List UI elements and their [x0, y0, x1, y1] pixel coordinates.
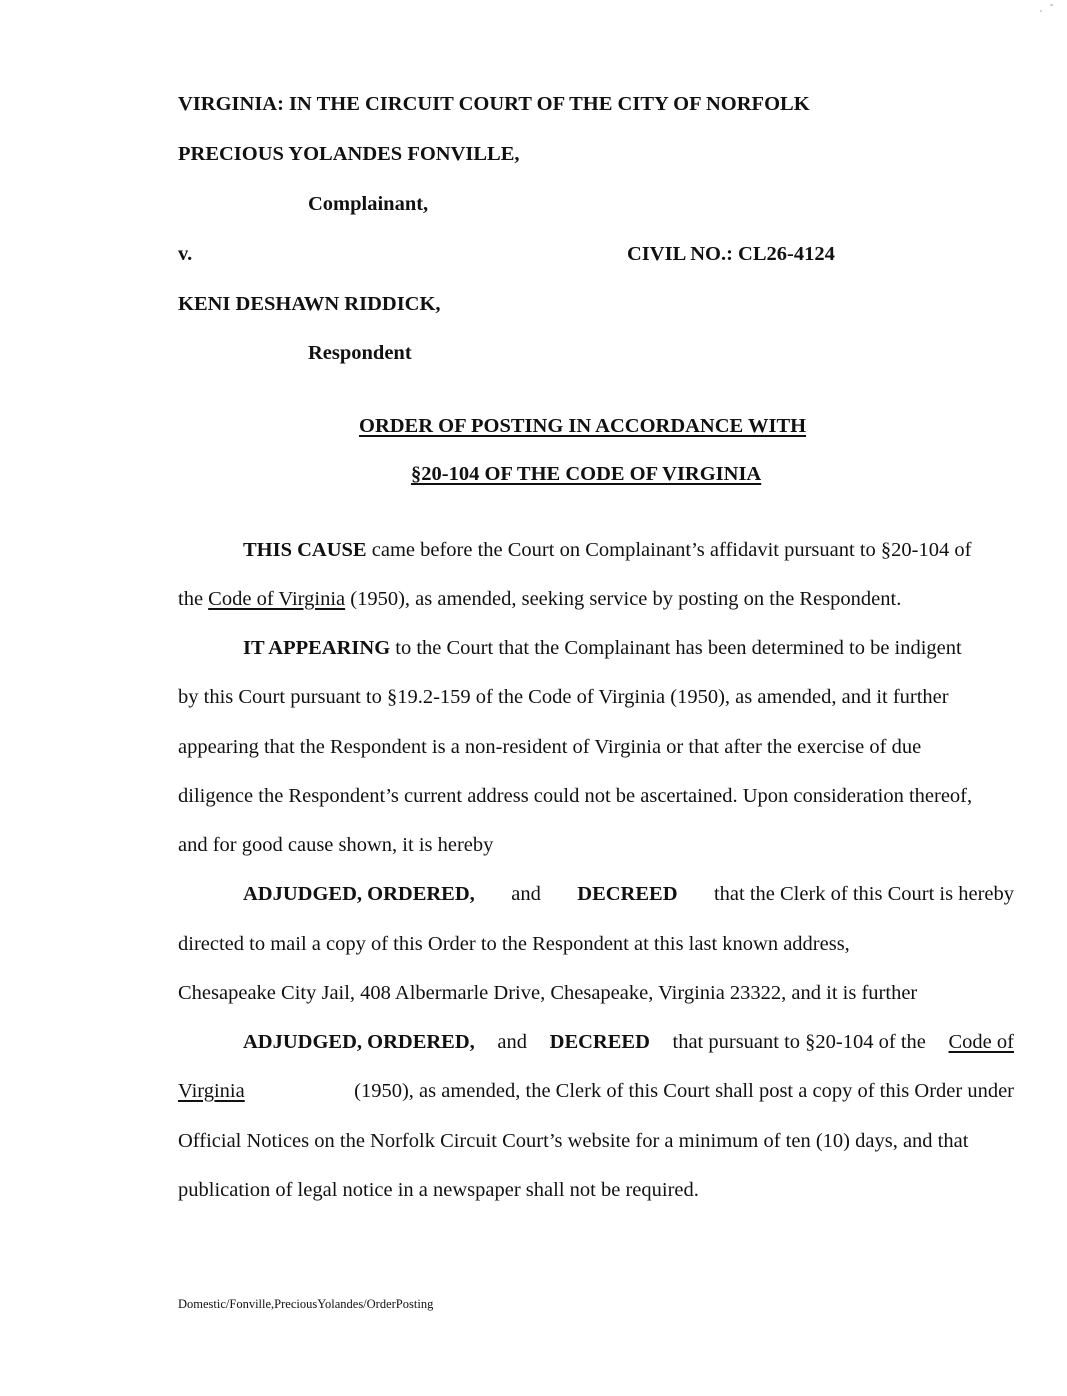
adjudged-ordered: ADJUDGED, ORDERED,	[243, 883, 475, 905]
paragraph-2-line-2: by this Court pursuant to §19.2-159 of the Code of Virginia (1950), as amended, and it further	[178, 686, 949, 708]
complainant-name: PRECIOUS YOLANDES FONVILLE,	[178, 143, 520, 165]
code-of-virginia-citation: Code of	[948, 1031, 1014, 1053]
paragraph-1-line-2: the Code of Virginia (1950), as amended, seeking service by posting on the Respondent.	[178, 588, 902, 610]
court-heading: VIRGINIA: IN THE CIRCUIT COURT OF THE CITY OF NORFOLK	[178, 93, 810, 115]
scan-speck	[1040, 10, 1042, 12]
decreed: DECREED	[549, 1031, 650, 1053]
paragraph-3-line-1: ADJUDGED, ORDERED, and DECREED that the Clerk of this Court is hereby	[243, 883, 1014, 905]
code-of-virginia-citation: Code of Virginia	[208, 588, 346, 610]
paragraph-3-line-3: Chesapeake City Jail, 408 Albermarle Drive, Chesapeake, Virginia 23322, and it is further	[178, 982, 918, 1004]
adjudged-ordered: ADJUDGED, ORDERED,	[243, 1031, 475, 1053]
complainant-role: Complainant,	[308, 193, 429, 215]
decreed: DECREED	[577, 883, 678, 905]
it-appearing-lead: IT APPEARING	[243, 637, 391, 659]
this-cause-lead: THIS CAUSE	[243, 539, 367, 561]
paragraph-3-line-2: directed to mail a copy of this Order to the Respondent at this last known address,	[178, 933, 850, 955]
paragraph-2-line-3: appearing that the Respondent is a non-resident of Virginia or that after the exercise of due	[178, 736, 922, 758]
order-title-line-2: §20-104 OF THE CODE OF VIRGINIA	[411, 463, 762, 485]
paragraph-4-line-1: ADJUDGED, ORDERED, and DECREED that pursuant to §20-104 of the Code of	[243, 1031, 1014, 1053]
paragraph-2-line-1: IT APPEARING to the Court that the Complainant has been determined to be indigent	[243, 637, 962, 659]
paragraph-1-line-1: THIS CAUSE came before the Court on Complainant’s affidavit pursuant to §20-104 of	[243, 539, 972, 561]
paragraph-4-line-4: publication of legal notice in a newspaper shall not be required.	[178, 1179, 699, 1201]
civil-number: CIVIL NO.: CL26-4124	[627, 243, 835, 265]
paragraph-2-line-5: and for good cause shown, it is hereby	[178, 834, 494, 856]
scan-speck	[1050, 4, 1053, 6]
document-path-footer: Domestic/Fonville,PreciousYolandes/OrderPosting	[178, 1297, 434, 1311]
order-title-line-1: ORDER OF POSTING IN ACCORDANCE WITH	[359, 415, 807, 437]
respondent-role: Respondent	[308, 342, 412, 364]
paragraph-4-line-3: Official Notices on the Norfolk Circuit Court’s website for a minimum of ten (10) days, and that	[178, 1130, 969, 1152]
code-of-virginia-citation: Virginia	[178, 1080, 245, 1102]
respondent-name: KENI DESHAWN RIDDICK,	[178, 293, 441, 315]
versus: v.	[178, 243, 193, 265]
paragraph-2-line-4: diligence the Respondent’s current address could not be ascertained. Upon consideration thereof,	[178, 785, 973, 807]
paragraph-4-line-2: Virginia (1950), as amended, the Clerk of this Court shall post a copy of this Order under	[178, 1080, 1014, 1102]
